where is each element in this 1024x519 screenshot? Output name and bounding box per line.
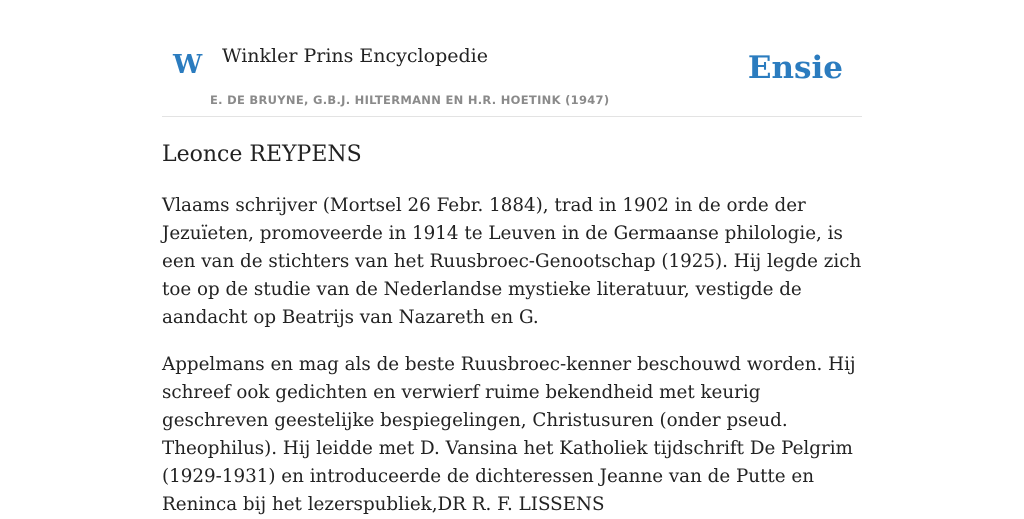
page-container xyxy=(162,0,862,515)
winkler-prins-logo[interactable]: W xyxy=(173,50,203,80)
site-header xyxy=(162,0,862,117)
article-paragraph: Appelmans en mag als de beste Ruusbroec-kenner beschouwd worden. Hij schreef ook gedichten en verwierf ruime bekendheid met keurig geschreven geestelijke bespiegelingen, Christusuren (onder pseud. Theophilus). Hij leidde met D. Vansina het Katholiek tijdschrift De Pelgrim (1929-1931) en introduceerde de dichteressen Jeanne van de Putte en Reninca bij het lezerspubliek,DR R. F. LISSENS xyxy=(162,354,856,515)
site-title[interactable]: Winkler Prins Encyclopedie xyxy=(222,45,488,67)
article-paragraph: Vlaams schrijver (Mortsel 26 Febr. 1884), trad in 1902 in de orde der Jezuïeten, promoveerde in 1914 te Leuven in de Germaanse philologie, is een van de stichters van het Ruusbroec-Genootschap (1925). Hij legde zich toe op de studie van de Nederlandse mystieke literatuur, vestigde de aandacht op Beatrijs van Nazareth en G. xyxy=(162,195,862,328)
authors-line: E. DE BRUYNE, G.B.J. HILTERMANN EN H.R. HOETINK (1947) xyxy=(210,93,610,107)
ensie-brand-logo[interactable]: Ensie xyxy=(747,50,843,86)
article-title: Leonce REYPENS xyxy=(162,142,362,167)
